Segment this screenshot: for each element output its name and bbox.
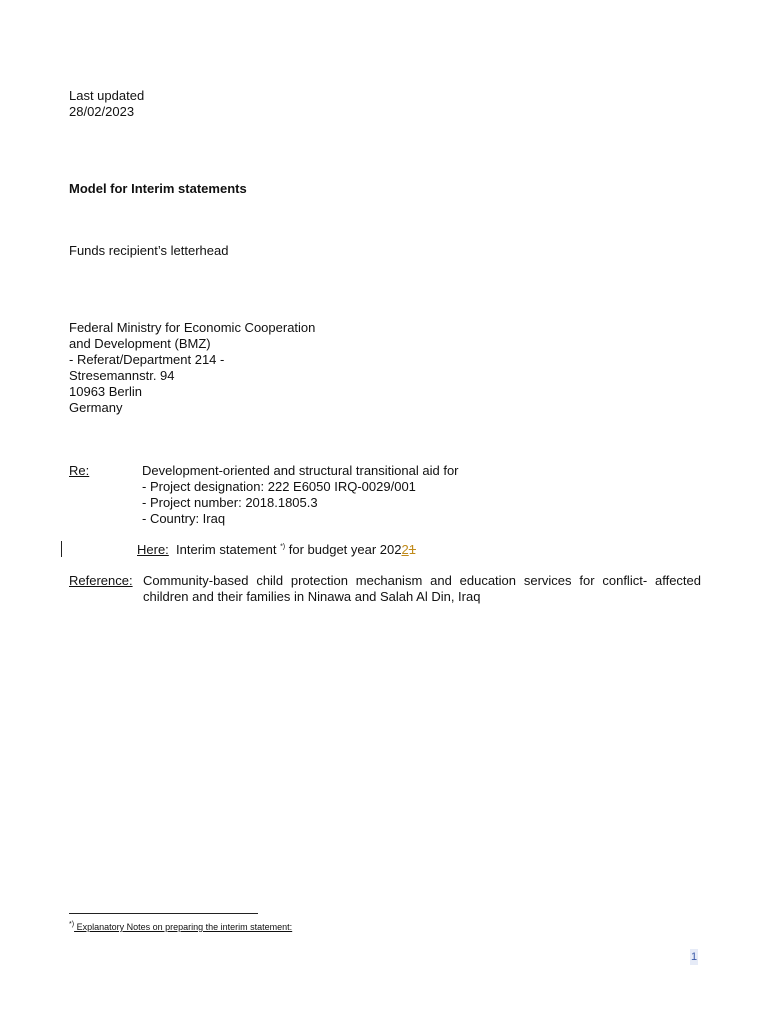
last-updated-label: Last updated — [69, 88, 145, 103]
footnote-text: Explanatory Notes on preparing the interim statement: — [74, 922, 293, 932]
address-line: Stresemannstr. 94 — [69, 368, 175, 383]
here-label: Here: — [137, 542, 169, 557]
tracked-insertion: 2 — [401, 542, 409, 557]
reference-text: Community-based child protection mechanism and education services for conflict- affected children and their families in Ninawa and Salah Al Din, Iraq — [143, 573, 701, 604]
recipient-address — [69, 320, 315, 416]
address-line: 10963 Berlin — [69, 384, 142, 399]
footnote-separator — [69, 913, 258, 914]
re-line: Development-oriented and structural transitional aid for — [142, 463, 459, 478]
letterhead-placeholder: Funds recipient’s letterhead — [69, 243, 229, 258]
here-footnote-mark: *) — [280, 543, 286, 551]
re-line: - Project designation: 222 E6050 IRQ-0029/001 — [142, 479, 416, 494]
tracked-deletion: 1 — [408, 542, 416, 557]
here-text-after: for budget year 202 — [285, 542, 402, 557]
last-updated-date: 28/02/2023 — [69, 104, 135, 119]
address-line: Germany — [69, 400, 123, 415]
address-line: - Referat/Department 214 - — [69, 352, 225, 367]
re-line: - Country: Iraq — [142, 511, 226, 526]
here-text-before: Interim statement — [176, 542, 281, 557]
text-cursor[interactable] — [61, 541, 62, 557]
reference-label: Reference: — [69, 573, 133, 588]
re-label: Re: — [69, 463, 90, 478]
re-details — [142, 463, 459, 527]
footnote-mark: *) — [69, 921, 75, 928]
address-line: Federal Ministry for Economic Cooperation — [69, 320, 316, 335]
address-line: and Development (BMZ) — [69, 336, 211, 351]
footnote — [69, 922, 292, 933]
document-title: Model for Interim statements — [69, 181, 247, 196]
page-number: 1 — [691, 951, 698, 963]
re-line: - Project number: 2018.1805.3 — [142, 495, 318, 510]
here-line — [137, 542, 416, 558]
